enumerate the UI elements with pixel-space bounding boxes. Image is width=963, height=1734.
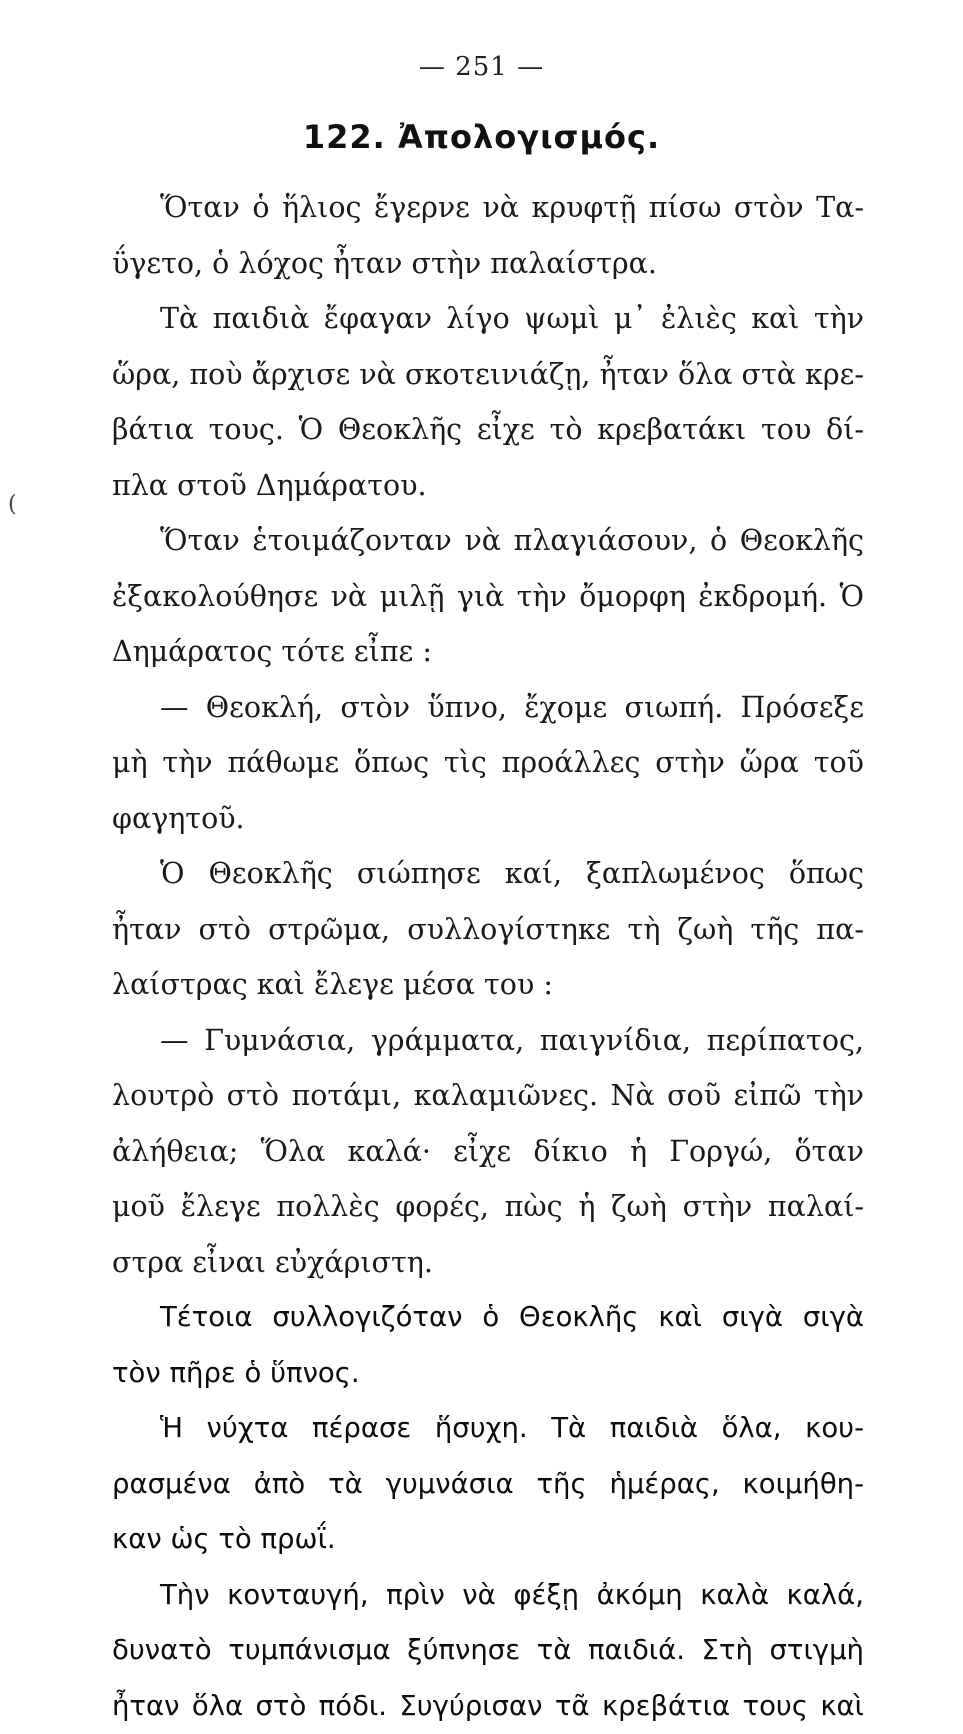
text-line: Ἡ νύχτα πέρασε ἥσυχη. Τὰ παιδιὰ ὅλα, κου- [112, 1401, 864, 1457]
text-line: στρα εἶναι εὐχάριστη. [112, 1235, 864, 1291]
text-line: ἀλήθεια; Ὅλα καλά· εἶχε δίκιο ἡ Γοργώ, ὅταν [112, 1124, 864, 1180]
text-line: τὸν πῆρε ὁ ὕπνος. [112, 1346, 864, 1402]
text-line: ΰγετο, ὁ λόχος ἦταν στὴν παλαίστρα. [112, 236, 864, 292]
text-line: λουτρὸ στὸ ποτάμι, καλαμιῶνες. Νὰ σοῦ εἰπῶ τὴν [112, 1068, 864, 1124]
chapter-title: 122. Ἀπολογισμός. [0, 118, 963, 156]
text-line: ἐξακολούθησε νὰ μιλῇ γιὰ τὴν ὄμορφη ἐκδρομή. Ὁ [112, 569, 864, 625]
page-number: — 251 — [0, 52, 963, 82]
text-line: φαγητοῦ. [112, 791, 864, 847]
text-part [112, 180, 864, 1290]
text-line: ἦταν στὸ στρῶμα, συλλογίστηκε τὴ ζωὴ τῆς πα- [112, 902, 864, 958]
text-line: Τέτοια συλλογιζόταν ὁ Θεοκλῆς καὶ σιγὰ σιγὰ [112, 1290, 864, 1346]
text-line: Ὅταν ἑτοιμάζονταν νὰ πλαγιάσουν, ὁ Θεοκλῆς [112, 513, 864, 569]
text-line: μὴ τὴν πάθωμε ὅπως τὶς προάλλες στὴν ὥρα τοῦ [112, 735, 864, 791]
body-text [112, 180, 864, 1734]
text-line: — Θεοκλή, στὸν ὕπνο, ἔχομε σιωπή. Πρόσεξε [112, 680, 864, 736]
bold-text-part [112, 1290, 864, 1734]
text-line: Δημάρατος τότε εἶπε : [112, 624, 864, 680]
text-line: Ὅταν ὁ ἥλιος ἔγερνε νὰ κρυφτῇ πίσω στὸν Τα- [112, 180, 864, 236]
text-line: Ὁ Θεοκλῆς σιώπησε καί, ξαπλωμένος ὅπως [112, 846, 864, 902]
text-line: ἦταν ὅλα στὸ πόδι. Συγύρισαν τᾶ κρεβάτια τους καὶ [112, 1679, 864, 1734]
text-line: πλα στοῦ Δημάρατου. [112, 458, 864, 514]
text-line: Τὰ παιδιὰ ἔφαγαν λίγο ψωμὶ μ᾿ ἐλιὲς καὶ τὴν [112, 291, 864, 347]
text-line: λαίστρας καὶ ἔλεγε μέσα του : [112, 957, 864, 1013]
text-line: ρασμένα ἀπὸ τὰ γυμνάσια τῆς ἡμέρας, κοιμήθη- [112, 1457, 864, 1513]
text-line: μοῦ ἔλεγε πολλὲς φορές, πὼς ἡ ζωὴ στὴν παλαί- [112, 1179, 864, 1235]
margin-mark: ( [8, 492, 17, 517]
text-line: καν ὡς τὸ πρωΐ. [112, 1512, 864, 1568]
text-line: βάτια τους. Ὁ Θεοκλῆς εἶχε τὸ κρεβατάκι του δί- [112, 402, 864, 458]
text-line: — Γυμνάσια, γράμματα, παιγνίδια, περίπατος, [112, 1013, 864, 1069]
text-line: δυνατὸ τυμπάνισμα ξύπνησε τὰ παιδιά. Στὴ στιγμὴ [112, 1623, 864, 1679]
text-line: ὥρα, ποὺ ἄρχισε νὰ σκοτεινιάζῃ, ἦταν ὅλα στὰ κρε- [112, 347, 864, 403]
text-line: Τὴν κονταυγή, πρὶν νὰ φέξῃ ἀκόμη καλὰ καλά, [112, 1568, 864, 1624]
